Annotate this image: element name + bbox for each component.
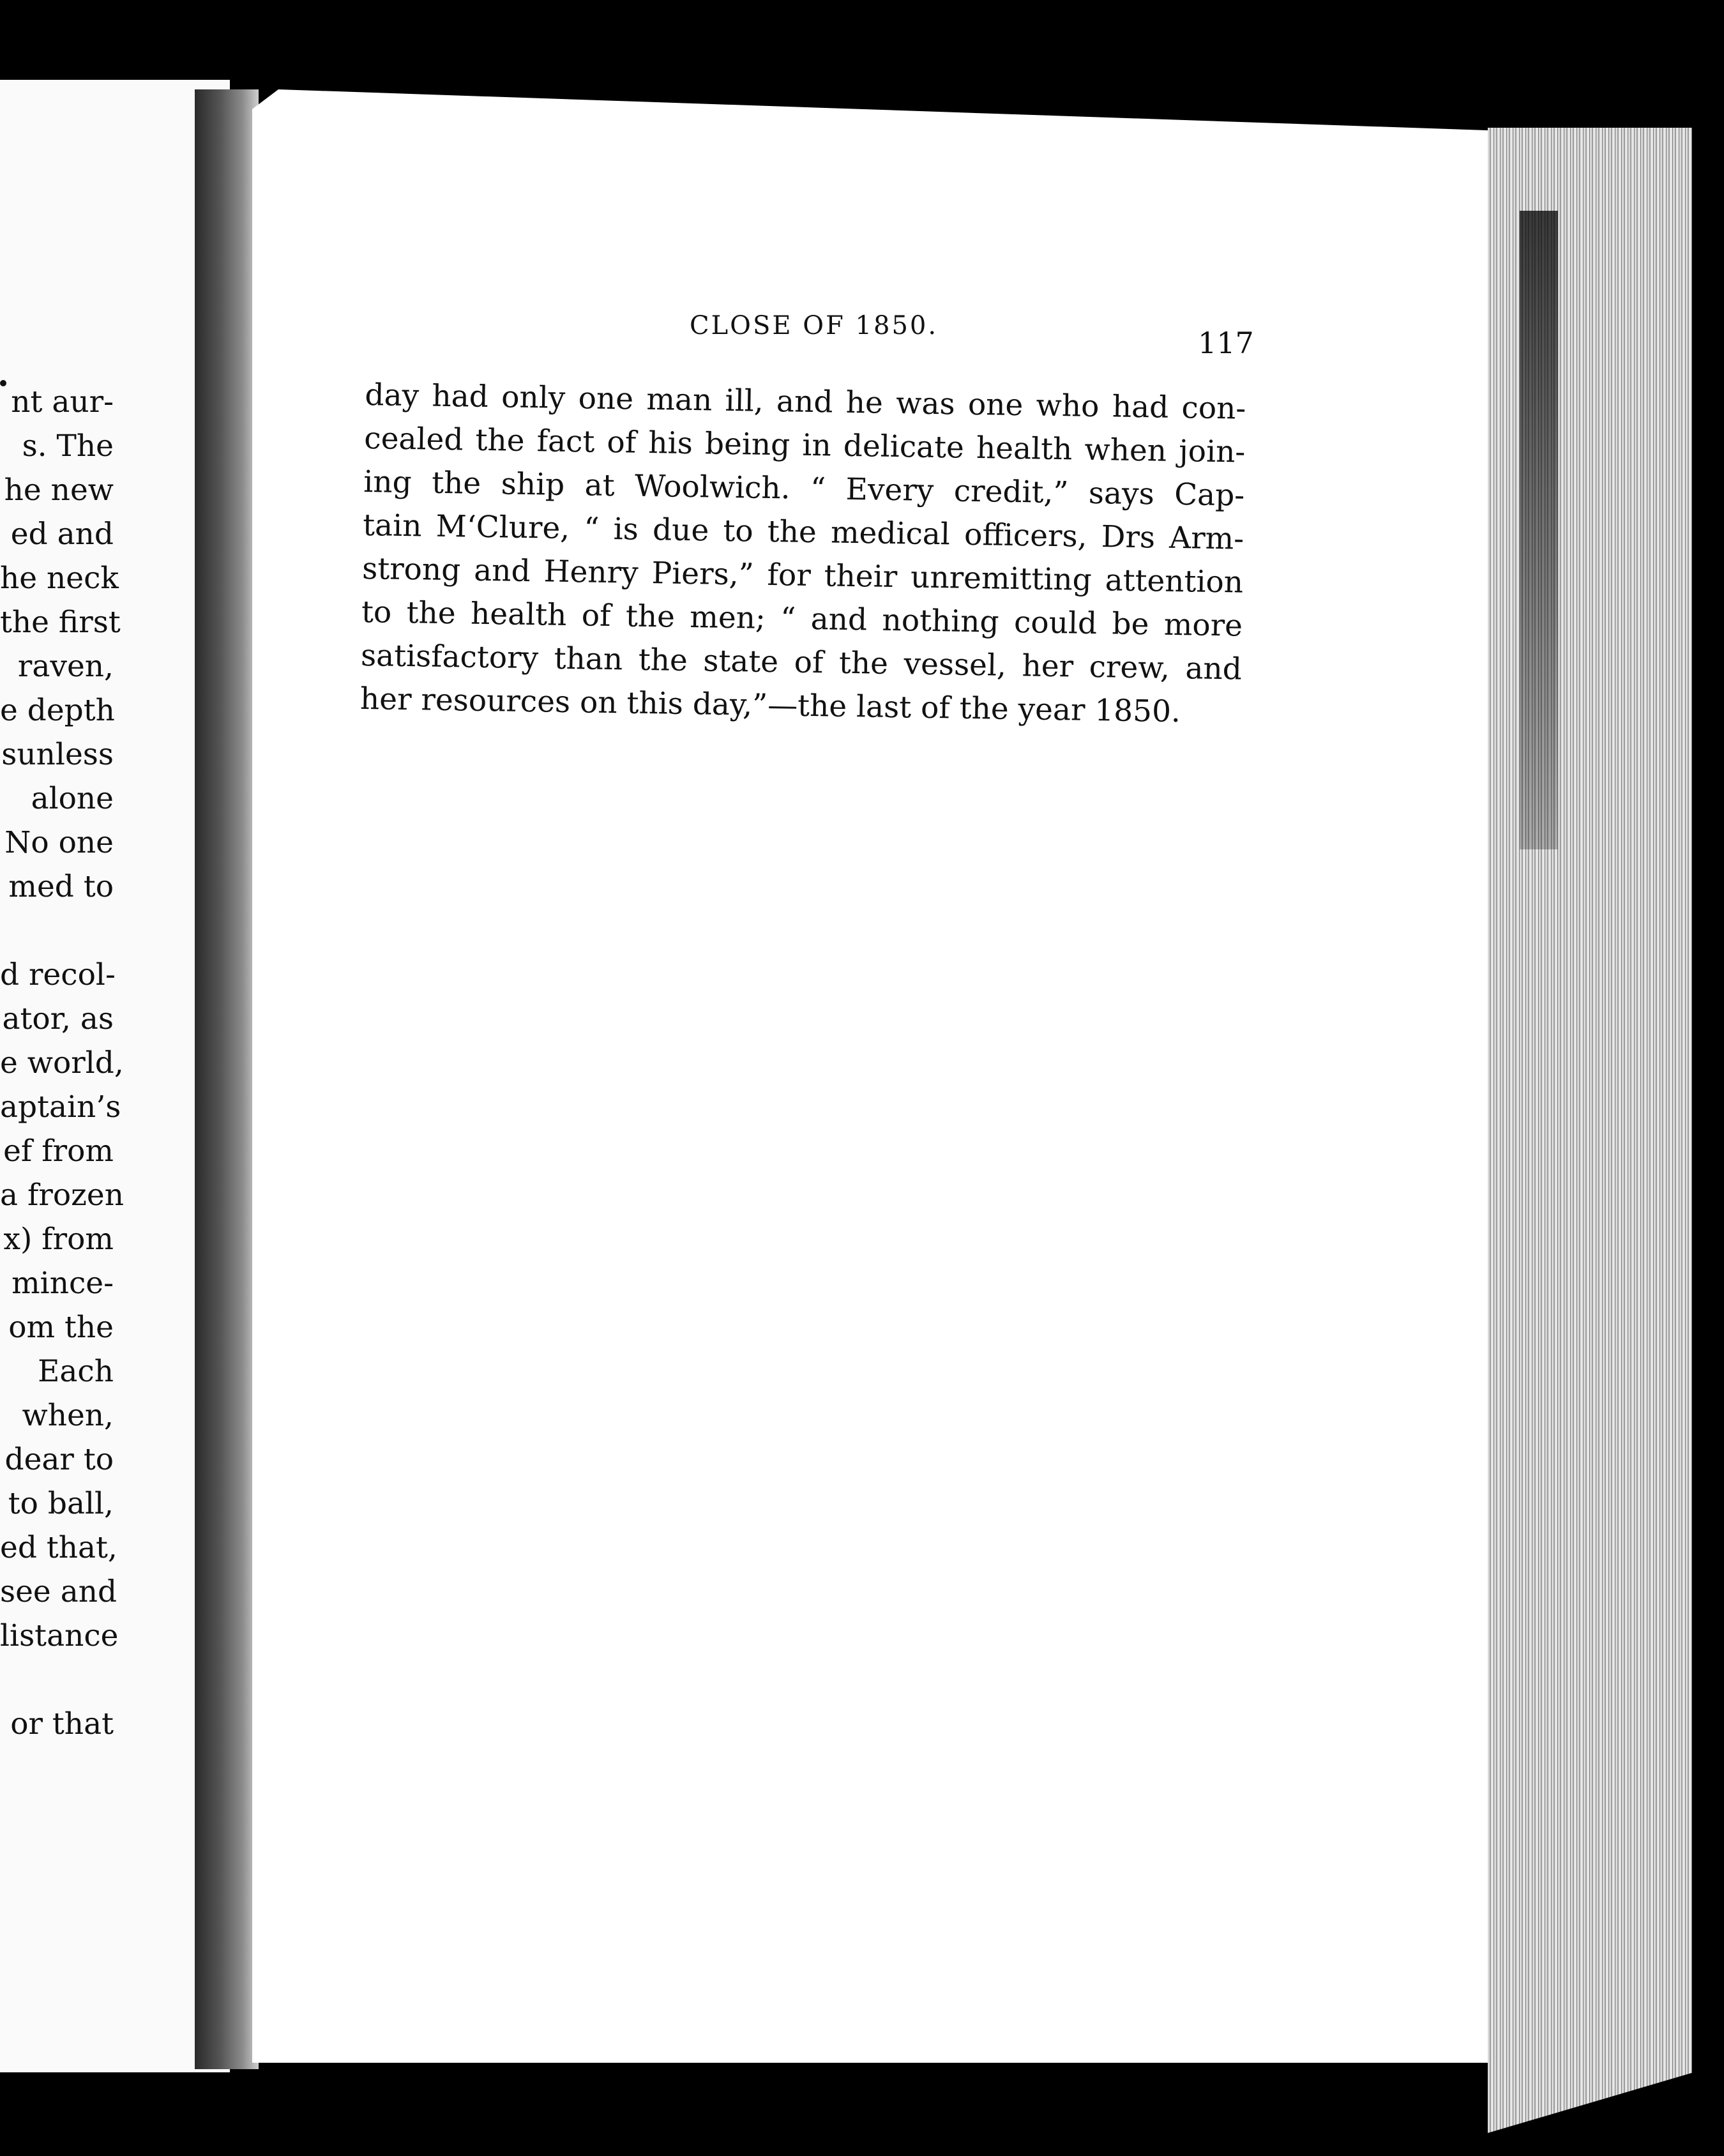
text-line: e world, [0,1045,124,1081]
page-body-text [359,374,1246,735]
text-line: listance [0,1618,119,1653]
text-line: s. The [22,429,114,464]
text-line: e depth [0,693,115,728]
text-line: satisfactory than the state of the vessel, her crew, and [360,637,1243,687]
paragraph-gap [0,909,114,953]
book-gutter [195,89,259,2069]
text-line: raven, [17,649,114,684]
text-line: No one [4,825,114,860]
text-line: om the [8,1310,114,1345]
page-number: 117 [1198,326,1254,360]
text-line: ef from [3,1134,114,1169]
text-line: d recol- [0,957,116,992]
text-line: alone [31,781,114,816]
text-line: her resources on this day,”—the last of the year 1850. [359,681,1181,730]
text-line: or that [10,1706,114,1742]
text-line: dear to [4,1442,114,1477]
text-line: day had only one man ill, and he was one who had con- [365,377,1246,427]
page-edge-stamp [1520,211,1558,849]
text-line: tain M‘Clure, “ is due to the medical officers, Drs Arm- [362,507,1244,557]
text-line: cealed the fact of his being in delicate health when join- [363,420,1246,470]
text-line: aptain’s [0,1089,121,1125]
previous-page-text [0,380,124,1746]
page-edges [1488,128,1692,2133]
text-line: a frozen [0,1178,124,1213]
text-line: to the health of the men; “ and nothing could be more [361,594,1243,644]
running-head: CLOSE OF 1850. [690,311,939,340]
text-line: ing the ship at Woolwich. “ Every credit,” says Cap- [363,464,1245,513]
paragraph-gap [0,1658,114,1702]
text-line: mince- [11,1266,114,1301]
text-line: he neck [0,561,119,596]
text-line: Each [38,1354,114,1389]
text-line: nt aur- [11,384,114,420]
text-line: x) from [3,1222,114,1257]
text-line: med to [8,869,114,904]
text-line: strong and Henry Piers,” for their unremitting attention [361,550,1244,600]
text-line: ed that, [0,1530,117,1565]
text-line: ed and [10,517,114,552]
text-line: sunless [1,737,114,772]
text-line: see and [0,1574,117,1609]
text-line: he new [4,473,114,508]
text-line: to ball, [8,1486,114,1521]
text-line: the first [0,605,121,640]
text-line: ator, as [2,1001,114,1036]
text-line: when, [22,1398,114,1433]
